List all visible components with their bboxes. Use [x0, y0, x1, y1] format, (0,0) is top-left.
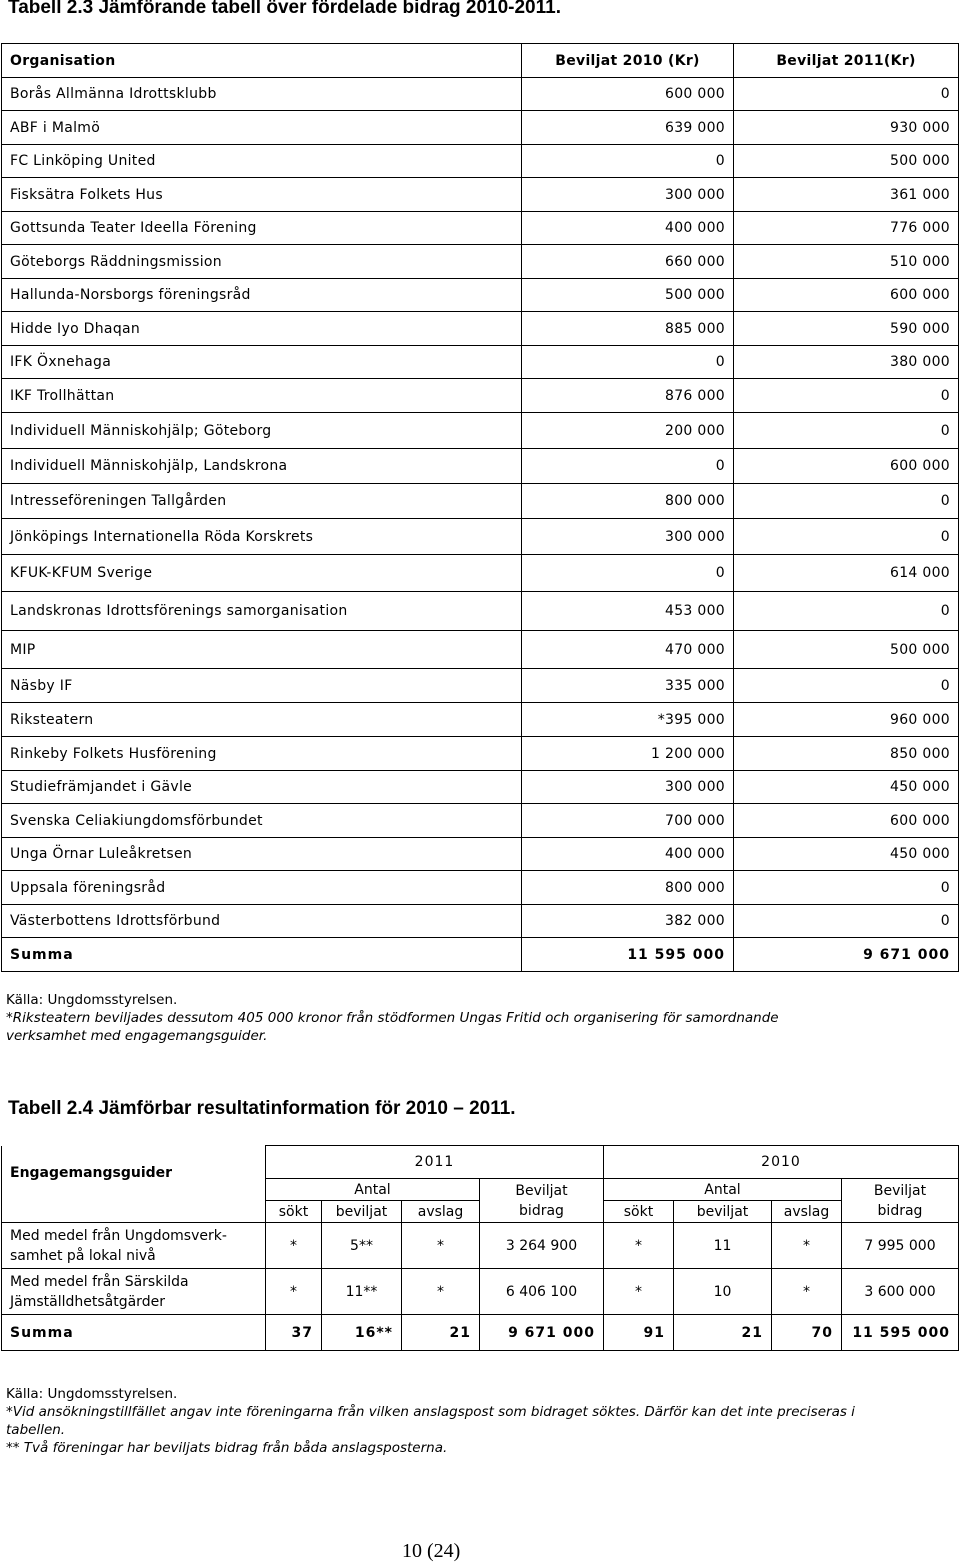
source-note: Källa: Ungdomsstyrelsen. — [6, 1386, 178, 1402]
organisation-cell: Göteborgs Räddningsmission — [2, 245, 522, 279]
table-row — [2, 519, 959, 555]
sum-row — [2, 938, 959, 972]
organisation-cell: Individuell Människohjälp, Landskrona — [2, 449, 522, 484]
table-row — [2, 804, 959, 838]
table-2-3-notes — [6, 991, 806, 1045]
table-row — [2, 279, 959, 312]
grant-2010-cell: 0 — [522, 145, 734, 178]
table-row — [2, 771, 959, 804]
value-cell: * — [772, 1269, 842, 1315]
table-row — [2, 592, 959, 631]
organisation-cell: Västerbottens Idrottsförbund — [2, 905, 522, 938]
grant-2011-cell: 380 000 — [734, 346, 959, 379]
sum-value: 9 671 000 — [480, 1315, 604, 1351]
year-2011-header: 2011 — [266, 1146, 604, 1179]
table-row — [2, 312, 959, 346]
value-cell: 6 406 100 — [480, 1269, 604, 1315]
antal-header-2011: Antal — [266, 1179, 480, 1201]
footnote: *Riksteatern beviljades dessutom 405 000 kronor från stödformen Ungas Fritid och organisering för samordnande verksamhet med engagemangsguider. — [6, 1010, 779, 1044]
grant-2011-cell: 500 000 — [734, 631, 959, 669]
value-cell: * — [604, 1223, 674, 1269]
column-header-2011: Beviljat 2011(Kr) — [734, 44, 959, 78]
sum-value: 37 — [266, 1315, 322, 1351]
page-number: 10 (24) — [402, 1540, 461, 1562]
table-row — [2, 78, 959, 111]
grant-2010-cell: 300 000 — [522, 519, 734, 555]
grant-2011-cell: 600 000 — [734, 449, 959, 484]
value-cell: * — [772, 1223, 842, 1269]
sum-value: 11 595 000 — [842, 1315, 959, 1351]
grant-2010-cell: 600 000 — [522, 78, 734, 111]
grant-2010-cell: 700 000 — [522, 804, 734, 838]
sub-header-avslag: avslag — [772, 1201, 842, 1223]
grant-2011-cell: 0 — [734, 519, 959, 555]
table-2-4-heading: Tabell 2.4 Jämförbar resultatinformation för 2010 – 2011. — [8, 1098, 516, 1119]
value-cell: 3 264 900 — [480, 1223, 604, 1269]
organisation-cell: Hidde Iyo Dhaqan — [2, 312, 522, 346]
table-row — [2, 346, 959, 379]
organisation-cell: ABF i Malmö — [2, 111, 522, 145]
organisation-cell: MIP — [2, 631, 522, 669]
organisation-cell: Studiefrämjandet i Gävle — [2, 771, 522, 804]
table-row — [2, 737, 959, 771]
table-row — [2, 905, 959, 938]
table-row — [2, 669, 959, 703]
grant-2011-cell: 0 — [734, 669, 959, 703]
table-row — [2, 871, 959, 905]
table-row — [2, 555, 959, 592]
organisation-cell: Individuell Människohjälp; Göteborg — [2, 413, 522, 449]
grant-2010-cell: 453 000 — [522, 592, 734, 631]
table-row — [2, 631, 959, 669]
sub-header-beviljat: beviljat — [322, 1201, 402, 1223]
corner-label: Engagemangsguider — [2, 1146, 266, 1201]
table-header-row — [2, 44, 959, 78]
table-2-4-notes — [6, 1385, 866, 1457]
value-cell: 11** — [322, 1269, 402, 1315]
value-cell: * — [266, 1223, 322, 1269]
grant-2010-cell: 400 000 — [522, 838, 734, 871]
grant-2011-cell: 0 — [734, 592, 959, 631]
organisation-cell: FC Linköping United — [2, 145, 522, 178]
grant-2010-cell: 639 000 — [522, 111, 734, 145]
column-header-organisation: Organisation — [2, 44, 522, 78]
grant-2011-cell: 850 000 — [734, 737, 959, 771]
sub-header-sokt: sökt — [604, 1201, 674, 1223]
grant-2010-cell: 0 — [522, 555, 734, 592]
antal-header-2010: Antal — [604, 1179, 842, 1201]
organisation-cell: Fisksätra Folkets Hus — [2, 178, 522, 212]
grant-2010-cell: 382 000 — [522, 905, 734, 938]
grant-2011-cell: 361 000 — [734, 178, 959, 212]
organisation-cell: Landskronas Idrottsförenings samorganisation — [2, 592, 522, 631]
grant-2010-cell: 400 000 — [522, 212, 734, 245]
sum-value: 21 — [674, 1315, 772, 1351]
row-label: Med medel från Ungdomsverk-samhet på lokal nivå — [2, 1223, 266, 1269]
table-row — [2, 145, 959, 178]
value-cell: * — [402, 1223, 480, 1269]
table-2-3-heading: Tabell 2.3 Jämförande tabell över fördelade bidrag 2010-2011. — [8, 0, 561, 18]
grant-2010-cell: 885 000 — [522, 312, 734, 346]
organisation-cell: KFUK-KFUM Sverige — [2, 555, 522, 592]
sum-label: Summa — [2, 1315, 266, 1351]
grant-2010-cell: 660 000 — [522, 245, 734, 279]
sub-header-beviljat: beviljat — [674, 1201, 772, 1223]
value-cell: 11 — [674, 1223, 772, 1269]
grant-2010-cell: 0 — [522, 449, 734, 484]
organisation-cell: Näsby IF — [2, 669, 522, 703]
grant-2011-cell: 0 — [734, 78, 959, 111]
grant-2011-cell: 600 000 — [734, 279, 959, 312]
row-label: Med medel från Särskilda Jämställdhetsåtgärder — [2, 1269, 266, 1315]
table-row — [2, 178, 959, 212]
grant-2011-cell: 776 000 — [734, 212, 959, 245]
table-row — [2, 111, 959, 145]
sub-header-avslag: avslag — [402, 1201, 480, 1223]
grant-2011-cell: 0 — [734, 871, 959, 905]
grant-2010-cell: 300 000 — [522, 178, 734, 212]
table-row — [2, 379, 959, 413]
value-cell: * — [402, 1269, 480, 1315]
beviljat-bidrag-header-2010: Beviljat bidrag — [842, 1179, 959, 1223]
grant-2011-cell: 450 000 — [734, 771, 959, 804]
year-2010-header: 2010 — [604, 1146, 959, 1179]
value-cell: * — [266, 1269, 322, 1315]
organisation-cell: IKF Trollhättan — [2, 379, 522, 413]
sum-value: 16** — [322, 1315, 402, 1351]
organisation-cell: Svenska Celiakiungdomsförbundet — [2, 804, 522, 838]
table-row — [2, 413, 959, 449]
table-row — [2, 838, 959, 871]
footnote-2: ** Två föreningar har beviljats bidrag från båda anslagsposterna. — [6, 1440, 448, 1456]
empty-corner — [2, 1201, 266, 1223]
value-cell: 7 995 000 — [842, 1223, 959, 1269]
grant-2010-cell: 0 — [522, 346, 734, 379]
grant-2011-cell: 614 000 — [734, 555, 959, 592]
value-cell: 5** — [322, 1223, 402, 1269]
results-comparison-table — [1, 1145, 959, 1351]
sub-header-sokt: sökt — [266, 1201, 322, 1223]
sum-value: 91 — [604, 1315, 674, 1351]
table-row — [2, 703, 959, 737]
value-cell: 3 600 000 — [842, 1269, 959, 1315]
grant-2010-cell: *395 000 — [522, 703, 734, 737]
sum-value: 9 671 000 — [734, 938, 959, 972]
organisation-cell: Riksteatern — [2, 703, 522, 737]
organisation-cell: Intresseföreningen Tallgården — [2, 484, 522, 519]
grant-2011-cell: 0 — [734, 484, 959, 519]
grant-2010-cell: 1 200 000 — [522, 737, 734, 771]
grants-comparison-table — [1, 43, 959, 972]
beviljat-bidrag-header-2011: Beviljat bidrag — [480, 1179, 604, 1223]
organisation-cell: Rinkeby Folkets Husförening — [2, 737, 522, 771]
grant-2011-cell: 0 — [734, 379, 959, 413]
sum-label: Summa — [2, 938, 522, 972]
source-note: Källa: Ungdomsstyrelsen. — [6, 992, 178, 1008]
grant-2010-cell: 500 000 — [522, 279, 734, 312]
organisation-cell: Jönköpings Internationella Röda Korskrets — [2, 519, 522, 555]
grant-2010-cell: 300 000 — [522, 771, 734, 804]
grant-2011-cell: 590 000 — [734, 312, 959, 346]
grant-2011-cell: 510 000 — [734, 245, 959, 279]
grant-2010-cell: 876 000 — [522, 379, 734, 413]
grant-2010-cell: 200 000 — [522, 413, 734, 449]
table-row — [2, 245, 959, 279]
table-row — [2, 1269, 959, 1315]
grant-2010-cell: 800 000 — [522, 871, 734, 905]
grant-2011-cell: 500 000 — [734, 145, 959, 178]
grant-2011-cell: 960 000 — [734, 703, 959, 737]
grant-2011-cell: 0 — [734, 905, 959, 938]
footnote-1: *Vid ansökningstillfället angav inte föreningarna från vilken anslagspost som bidraget söktes. Därför kan det inte preciseras i tabellen. — [6, 1404, 855, 1438]
sum-value: 70 — [772, 1315, 842, 1351]
organisation-cell: Borås Allmänna Idrottsklubb — [2, 78, 522, 111]
sum-row — [2, 1315, 959, 1351]
organisation-cell: Hallunda-Norsborgs föreningsråd — [2, 279, 522, 312]
grant-2011-cell: 930 000 — [734, 111, 959, 145]
table-row — [2, 1223, 959, 1269]
table-row — [2, 212, 959, 245]
grant-2011-cell: 0 — [734, 413, 959, 449]
column-header-2010: Beviljat 2010 (Kr) — [522, 44, 734, 78]
grant-2011-cell: 450 000 — [734, 838, 959, 871]
table-row — [2, 449, 959, 484]
table-row — [2, 484, 959, 519]
grant-2010-cell: 470 000 — [522, 631, 734, 669]
grant-2011-cell: 600 000 — [734, 804, 959, 838]
sum-value: 21 — [402, 1315, 480, 1351]
value-cell: * — [604, 1269, 674, 1315]
organisation-cell: IFK Öxnehaga — [2, 346, 522, 379]
grant-2010-cell: 800 000 — [522, 484, 734, 519]
value-cell: 10 — [674, 1269, 772, 1315]
organisation-cell: Unga Örnar Luleåkretsen — [2, 838, 522, 871]
sum-value: 11 595 000 — [522, 938, 734, 972]
organisation-cell: Uppsala föreningsråd — [2, 871, 522, 905]
organisation-cell: Gottsunda Teater Ideella Förening — [2, 212, 522, 245]
grant-2010-cell: 335 000 — [522, 669, 734, 703]
